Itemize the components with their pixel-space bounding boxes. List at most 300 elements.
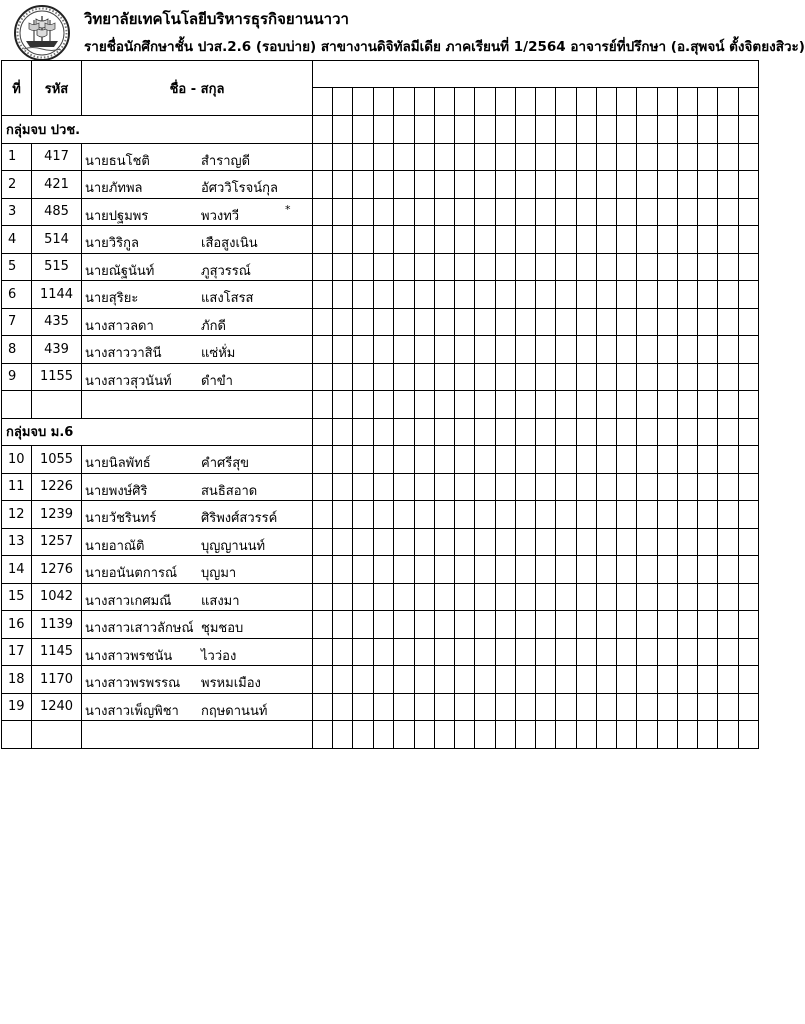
checklist-header-cell [475,88,496,116]
student-last-name: แซ่หั่ม [201,346,236,361]
student-id: 514 [32,226,82,254]
checklist-cell [313,171,333,199]
student-first-name: นายสุริยะ [85,291,139,306]
checklist-cell [597,171,617,199]
student-first-name: นางสาวเสาวลักษณ์ [85,621,194,636]
checklist-cell [353,418,374,446]
checklist-cell [415,666,435,694]
checklist-cell [333,721,353,749]
student-last-name: แสงโสรส [201,291,254,306]
checklist-cell [678,556,698,584]
group-label: กลุ่มจบ ปวช. [2,116,313,144]
checklist-header-cell [313,88,333,116]
checklist-cell [415,143,435,171]
checklist-cell [718,308,739,336]
student-name-cell [82,253,313,281]
checklist-cell [353,308,374,336]
checklist-cell [556,143,577,171]
blank-cell [32,721,82,749]
checklist-cell [333,198,353,226]
checklist-cell [658,116,678,144]
checklist-cell [435,583,455,611]
checklist-cell [597,308,617,336]
checklist-cell [455,143,475,171]
checklist-cell [536,721,556,749]
student-first-name: นางสาวเกศมณี [85,593,172,609]
checklist-cell [718,693,739,721]
checklist-cell [516,226,536,254]
checklist-cell [718,446,739,474]
checklist-cell [516,638,536,666]
checklist-cell [597,116,617,144]
student-first-name: นายภัทพล [85,181,143,196]
checklist-cell [739,501,759,529]
checklist-cell [617,226,637,254]
checklist-cell [617,281,637,309]
checklist-cell [455,363,475,391]
student-first-name: นายอาณัติ [85,538,145,554]
checklist-cell [678,501,698,529]
checklist-cell [536,446,556,474]
checklist-cell [637,473,658,501]
student-first-name: นางสาวสุวนันท์ [85,373,172,389]
checklist-cell [475,336,496,364]
checklist-cell [658,611,678,639]
checklist-cell [435,473,455,501]
checklist-cell [597,693,617,721]
blank-cell [2,391,32,419]
checklist-cell [374,666,394,694]
checklist-cell [333,308,353,336]
checklist-cell [617,611,637,639]
checklist-cell [455,171,475,199]
checklist-cell [678,473,698,501]
checklist-cell [637,143,658,171]
checklist-cell [658,446,678,474]
checklist-cell [658,556,678,584]
checklist-cell [435,611,455,639]
student-number: 4 [2,226,32,254]
checklist-cell [374,638,394,666]
student-name-cell [82,693,313,721]
checklist-cell [455,226,475,254]
checklist-cell [415,501,435,529]
checklist-cell [475,391,496,419]
checklist-cell [698,143,718,171]
student-last-name: กฤษดานนท์ [201,703,268,719]
checklist-cell [536,638,556,666]
checklist-cell [516,666,536,694]
student-name-cell [82,226,313,254]
checklist-cell [374,143,394,171]
checklist-header-cell [718,88,739,116]
checklist-cell [698,446,718,474]
checklist-header-cell [353,88,374,116]
checklist-cell [658,391,678,419]
checklist-cell [637,556,658,584]
checklist-cell [435,418,455,446]
student-last-name: เสือสูงเนิน [201,236,258,251]
checklist-cell [415,308,435,336]
student-first-name: นางสาวพรชนัน [85,648,173,664]
checklist-cell [415,583,435,611]
checklist-cell [475,116,496,144]
checklist-cell [597,501,617,529]
student-name-cell [82,198,313,226]
checklist-cell [617,721,637,749]
student-id: 435 [32,308,82,336]
checklist-cell [597,528,617,556]
checklist-cell [536,473,556,501]
checklist-cell [739,198,759,226]
checklist-cell [718,363,739,391]
checklist-cell [536,308,556,336]
checklist-cell [475,253,496,281]
checklist-cell [313,253,333,281]
checklist-cell [455,611,475,639]
checklist-cell [394,446,415,474]
checklist-cell [718,226,739,254]
student-row [2,638,759,666]
checklist-cell [597,363,617,391]
student-number: 5 [2,253,32,281]
checklist-cell [374,308,394,336]
checklist-cell [475,281,496,309]
student-last-name: ศิริพงศ์สวรรค์ [201,511,278,526]
checklist-cell [516,391,536,419]
checklist-cell [496,666,516,694]
checklist-cell [698,116,718,144]
checklist-cell [678,308,698,336]
student-row [2,226,759,254]
student-id: 1170 [32,666,82,694]
student-row [2,143,759,171]
checklist-cell [313,693,333,721]
checklist-cell [415,528,435,556]
checklist-cell [496,556,516,584]
checklist-cell [577,693,597,721]
checklist-cell [637,116,658,144]
checklist-cell [333,556,353,584]
checklist-cell [678,638,698,666]
checklist-cell [415,721,435,749]
checklist-cell [718,391,739,419]
checklist-cell [353,556,374,584]
checklist-cell [617,638,637,666]
student-id: 1276 [32,556,82,584]
checklist-cell [617,143,637,171]
student-id: 485 [32,198,82,226]
student-last-name: แสงมา [201,593,240,609]
checklist-cell [394,171,415,199]
student-name-cell [82,143,313,171]
checklist-cell [698,418,718,446]
checklist-cell [353,198,374,226]
student-id: 1240 [32,693,82,721]
checklist-cell [475,693,496,721]
group-label: กลุ่มจบ ม.6 [2,418,313,446]
checklist-cell [496,528,516,556]
checklist-cell [496,198,516,226]
checklist-cell [536,253,556,281]
checklist-cell [617,308,637,336]
checklist-cell [313,446,333,474]
checklist-cell [739,611,759,639]
checklist-cell [496,611,516,639]
student-last-name: ชุมชอบ [201,621,244,636]
checklist-cell [394,308,415,336]
checklist-cell [556,418,577,446]
checklist-cell [617,583,637,611]
checklist-cell [455,638,475,666]
checklist-cell [313,198,333,226]
checklist-cell [556,391,577,419]
checklist-cell [739,583,759,611]
student-number: 16 [2,611,32,639]
checklist-cell [435,253,455,281]
student-number: 12 [2,501,32,529]
checklist-cell [374,391,394,419]
checklist-cell [374,583,394,611]
checklist-cell [455,473,475,501]
checklist-cell [637,418,658,446]
checklist-cell [374,528,394,556]
student-name-cell [82,611,313,639]
checklist-cell [374,171,394,199]
checklist-cell [739,473,759,501]
checklist-cell [556,556,577,584]
checklist-cell [577,281,597,309]
checklist-cell [496,391,516,419]
student-first-name: นางสาวเพ็ญพิชา [85,703,179,719]
checklist-cell [394,611,415,639]
checklist-cell [678,116,698,144]
checklist-cell [496,363,516,391]
checklist-cell [658,693,678,721]
checklist-cell [556,611,577,639]
checklist-cell [739,556,759,584]
student-name-cell [82,666,313,694]
checklist-cell [455,198,475,226]
checklist-cell [313,391,333,419]
checklist-cell [394,528,415,556]
checklist-cell [718,336,739,364]
checklist-cell [739,666,759,694]
checklist-cell [394,693,415,721]
checklist-cell [577,418,597,446]
checklist-cell [496,418,516,446]
student-number: 10 [2,446,32,474]
student-row [2,528,759,556]
checklist-cell [475,556,496,584]
college-title: วิทยาลัยเทคโนโลยีบริหารธุรกิจยานนาวา [84,10,349,28]
student-number: 7 [2,308,32,336]
student-note-mark: * [285,202,291,216]
checklist-cell [313,583,333,611]
checklist-cell [536,116,556,144]
checklist-cell [577,446,597,474]
checklist-cell [415,638,435,666]
student-name-cell [82,308,313,336]
checklist-cell [678,721,698,749]
checklist-cell [658,198,678,226]
checklist-cell [739,638,759,666]
student-first-name: นายธนโชติ [85,153,150,169]
student-name-cell [82,501,313,529]
checklist-cell [637,583,658,611]
checklist-cell [374,253,394,281]
checklist-cell [718,253,739,281]
checklist-cell [496,473,516,501]
checklist-cell [333,116,353,144]
checklist-cell [577,171,597,199]
student-row [2,446,759,474]
checklist-cell [313,501,333,529]
checklist-cell [536,693,556,721]
checklist-cell [718,143,739,171]
student-id: 1145 [32,638,82,666]
checklist-header-cell [333,88,353,116]
checklist-cell [313,363,333,391]
student-first-name: นางสาวลดา [85,318,154,334]
checklist-cell [313,143,333,171]
checklist-cell [435,721,455,749]
checklist-cell [394,721,415,749]
checklist-cell [597,391,617,419]
checklist-cell [394,253,415,281]
checklist-cell [597,638,617,666]
checklist-cell [698,556,718,584]
blank-row [2,721,759,749]
student-number: 13 [2,528,32,556]
checklist-cell [394,281,415,309]
checklist-cell [678,528,698,556]
checklist-cell [637,308,658,336]
checklist-cell [516,143,536,171]
checklist-cell [313,308,333,336]
checklist-cell [637,666,658,694]
blank-cell [32,391,82,419]
checklist-cell [678,446,698,474]
student-name-cell [82,528,313,556]
checklist-cell [475,721,496,749]
checklist-cell [455,116,475,144]
checklist-cell [556,501,577,529]
checklist-cell [536,198,556,226]
student-last-name: คำศรีสุข [201,456,250,471]
checklist-cell [718,556,739,584]
checklist-cell [617,473,637,501]
checklist-cell [516,281,536,309]
student-id: 1055 [32,446,82,474]
student-first-name: นางสาวพรพรรณ [85,676,181,691]
checklist-cell [536,418,556,446]
checklist-cell [617,556,637,584]
checklist-cell [333,226,353,254]
checklist-cell [455,666,475,694]
checklist-cell [333,528,353,556]
checklist-header-cell [516,88,536,116]
checklist-cell [435,336,455,364]
checklist-cell [374,198,394,226]
checklist-cell [597,143,617,171]
checklist-cell [536,391,556,419]
checklist-cell [739,693,759,721]
checklist-cell [475,308,496,336]
checklist-cell [415,253,435,281]
checklist-cell [353,583,374,611]
checklist-cell [435,171,455,199]
checklist-cell [698,281,718,309]
student-first-name: นายปฐมพร [85,208,149,224]
checklist-cell [597,446,617,474]
checklist-cell [658,253,678,281]
checklist-header-cell [577,88,597,116]
checklist-cell [435,116,455,144]
student-first-name: นายนิลพัทธ์ [85,456,151,471]
checklist-cell [353,473,374,501]
checklist-header-cell [658,88,678,116]
checklist-cell [739,281,759,309]
checklist-cell [658,666,678,694]
student-id: 421 [32,171,82,199]
checklist-cell [353,226,374,254]
checklist-cell [415,116,435,144]
checklist-cell [617,418,637,446]
checklist-cell [678,583,698,611]
checklist-cell [353,281,374,309]
checklist-cell [577,116,597,144]
checklist-cell [516,556,536,584]
student-last-name: ไวว่อง [201,648,237,664]
checklist-cell [617,253,637,281]
checklist-header-cell [637,88,658,116]
checklist-cell [678,171,698,199]
checklist-cell [678,281,698,309]
checklist-cell [617,446,637,474]
student-first-name: นางสาววาสินี [85,346,162,361]
checklist-cell [577,501,597,529]
checklist-cell [475,226,496,254]
checklist-cell [374,556,394,584]
student-last-name: บุญญานนท์ [201,538,266,554]
student-id: 1144 [32,281,82,309]
class-list-subtitle: รายชื่อนักศึกษาชั้น ปวส.2.6 (รอบบ่าย) สาขางานดิจิทัลมีเดีย ภาคเรียนที่ 1/2564 อาจารย์ที่ปรึกษา (อ.สุพจน์ ตั้งจิตยงสิวะ) [84,39,805,55]
checklist-cell [394,666,415,694]
student-last-name: ภูสุวรรณ์ [201,263,251,279]
checklist-cell [516,418,536,446]
checklist-cell [496,171,516,199]
student-number: 9 [2,363,32,391]
checklist-cell [637,226,658,254]
checklist-cell [617,363,637,391]
checklist-cell [556,116,577,144]
checklist-cell [353,446,374,474]
checklist-cell [353,501,374,529]
checklist-cell [637,363,658,391]
checklist-cell [475,198,496,226]
checklist-cell [536,171,556,199]
checklist-cell [333,418,353,446]
checklist-cell [333,363,353,391]
checklist-cell [698,721,718,749]
checklist-cell [678,693,698,721]
checklist-cell [577,226,597,254]
college-logo-ship-seal-icon [12,4,72,62]
student-row [2,501,759,529]
checklist-cell [374,721,394,749]
checklist-cell [739,418,759,446]
